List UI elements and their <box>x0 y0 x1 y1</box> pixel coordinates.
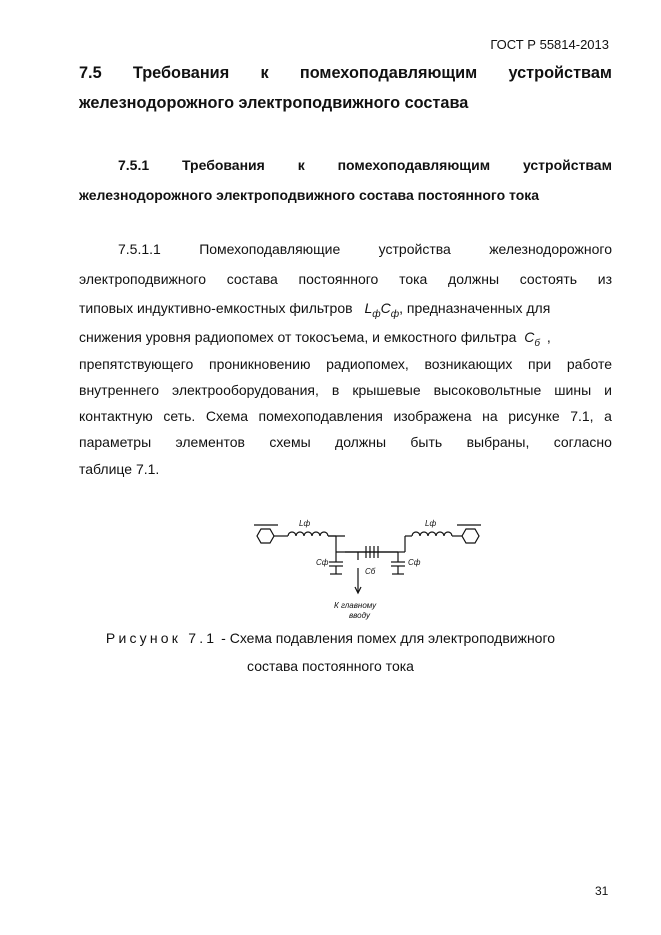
section-heading-line-1 <box>79 64 612 83</box>
page-number: 31 <box>595 884 609 898</box>
left-inductor-icon <box>288 532 328 536</box>
figure-caption-text: - Схема подавления помех для электроподвижного <box>217 630 556 646</box>
paragraph-word: проникновению <box>209 356 311 372</box>
paragraph-word: должны <box>335 434 387 450</box>
paragraph-word: препятствующего <box>79 356 194 372</box>
paragraph-word: в <box>331 382 340 398</box>
label-cf-left: Cф <box>316 558 329 567</box>
left-shunt-capacitor-icon <box>329 552 343 574</box>
paragraph-text: снижения уровня радиопомех от токосъема, и емкостного фильтра <box>79 329 517 345</box>
subsection-heading-line-2: железнодорожного электроподвижного состава постоянного тока <box>79 187 540 203</box>
subsection-number: 7.5.1 <box>118 157 150 173</box>
paragraph-word: постоянного <box>298 271 379 287</box>
paragraph-word: контактную <box>79 408 153 424</box>
left-current-collector-icon <box>254 525 288 543</box>
paragraph-word: 7.5.1.1 <box>118 241 161 257</box>
paragraph-word: при <box>528 356 552 372</box>
main-input-lead-icon <box>355 552 361 593</box>
label-to-main-input-2: вводу <box>349 611 370 620</box>
right-current-collector-icon <box>452 525 481 543</box>
paragraph-word: возникающих <box>424 356 513 372</box>
paragraph-line-6 <box>79 382 612 398</box>
paragraph-word: на <box>482 408 498 424</box>
paragraph-word: выбраны, <box>466 434 530 450</box>
standard-designation: ГОСТ Р 55814-2013 <box>490 37 609 52</box>
paragraph-line-9: таблице 7.1. <box>79 461 160 477</box>
paragraph-text: типовых индуктивно-емкостных фильтров <box>79 300 353 316</box>
section-number: 7.5 <box>79 64 102 82</box>
heading-word: помехоподавляющим <box>337 157 491 173</box>
paragraph-word: схемы <box>269 434 311 450</box>
paragraph-line-1 <box>118 241 612 257</box>
heading-word: к <box>260 64 269 82</box>
paragraph-text: , <box>546 329 551 345</box>
heading-word: к <box>297 157 305 173</box>
paragraph-word: шины <box>554 382 592 398</box>
section-heading-line-2: железнодорожного электроподвижного состава <box>79 94 469 112</box>
paragraph-word: работе <box>566 356 612 372</box>
paragraph-word: помехоподавления <box>258 408 383 424</box>
paragraph-word: изображена <box>393 408 472 424</box>
paragraph-line-2 <box>79 271 612 287</box>
paragraph-word: внутреннего <box>79 382 159 398</box>
subsection-heading-line-1 <box>118 157 612 173</box>
paragraph-word: элементов <box>175 434 245 450</box>
paragraph-line-3 <box>79 300 550 320</box>
figure-caption-line-2: состава постоянного тока <box>247 658 414 674</box>
paragraph-word: а <box>604 408 612 424</box>
heading-word: устройствам <box>508 64 612 82</box>
interference-suppression-circuit <box>250 516 490 626</box>
capacitance-b-symbol: $C_б$ <box>524 329 541 349</box>
paragraph-word: устройства <box>378 241 451 257</box>
paragraph-word: должны <box>448 271 500 287</box>
label-to-main-input: К главному <box>334 601 377 610</box>
paragraph-word: Схема <box>205 408 248 424</box>
right-inductor-icon <box>412 532 452 536</box>
paragraph-word: тока <box>399 271 428 287</box>
paragraph-word: электроподвижного <box>79 271 207 287</box>
heading-word: помехоподавляющим <box>299 64 478 82</box>
label-cf-right: Cф <box>408 558 421 567</box>
figure-caption-line-1 <box>0 630 661 646</box>
label-lf-left: Lф <box>299 519 311 528</box>
paragraph-word: радиопомех, <box>326 356 409 372</box>
paragraph-word: параметры <box>79 434 152 450</box>
right-shunt-capacitor-icon <box>391 552 405 574</box>
paragraph-word: состава <box>226 271 278 287</box>
paragraph-word: высоковольтные <box>433 382 542 398</box>
paragraph-word: и <box>604 382 612 398</box>
paragraph-word: крышевые <box>352 382 421 398</box>
paragraph-word: сеть. <box>163 408 196 424</box>
paragraph-word: из <box>597 271 612 287</box>
paragraph-line-5 <box>79 356 612 372</box>
capacitance-symbol: $C_ф$ <box>380 300 400 320</box>
paragraph-line-8 <box>79 434 612 450</box>
paragraph-word: 7.1, <box>570 408 594 424</box>
label-cb: Cб <box>365 567 376 576</box>
heading-word: Требования <box>132 64 230 82</box>
figure-caption-label: Рисунок 7.1 <box>105 630 218 646</box>
paragraph-text: , предназначенных для <box>399 300 551 316</box>
heading-word: устройствам <box>522 157 612 173</box>
paragraph-word: согласно <box>553 434 612 450</box>
paragraph-line-4 <box>79 329 551 349</box>
paragraph-word: состоять <box>519 271 578 287</box>
paragraph-word: быть <box>410 434 443 450</box>
paragraph-word: железнодорожного <box>489 241 612 257</box>
paragraph-word: Помехоподавляющие <box>199 241 341 257</box>
paragraph-word: электрооборудования, <box>172 382 319 398</box>
label-lf-right: Lф <box>425 519 437 528</box>
inductance-symbol: $L_ф$ <box>364 300 381 320</box>
paragraph-word: рисунке <box>508 408 560 424</box>
heading-word: Требования <box>182 157 265 173</box>
paragraph-line-7 <box>79 408 612 424</box>
